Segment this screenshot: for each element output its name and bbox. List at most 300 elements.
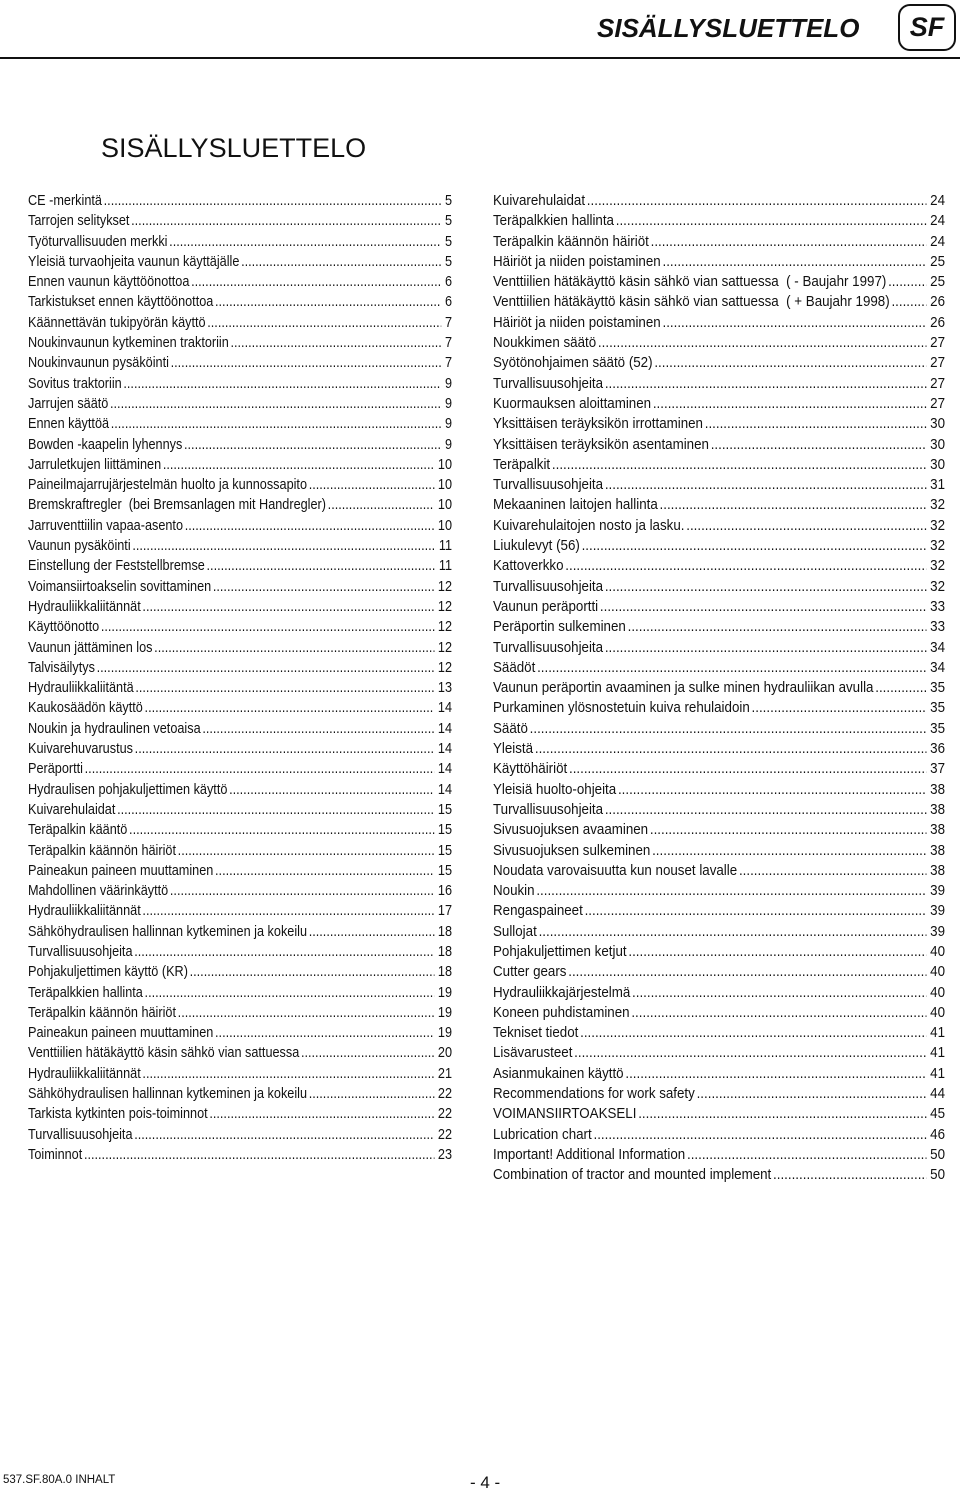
dot-leader <box>658 495 927 515</box>
toc-entry-page: 23 <box>437 1145 452 1163</box>
toc-entry-page: 32 <box>930 496 945 514</box>
toc-entry-page: 17 <box>437 902 452 920</box>
toc-entry <box>493 861 945 881</box>
toc-entry <box>28 820 452 840</box>
header-divider <box>0 57 960 59</box>
toc-entry-title: Sivusuojuksen avaaminen <box>493 821 649 839</box>
toc-entry-title: Noukkimen säätö <box>493 334 597 352</box>
toc-entry-title: Recommendations for work safety <box>493 1085 695 1103</box>
toc-entry-page: 22 <box>437 1085 452 1103</box>
toc-entry-title: Purkaminen ylösnostetuin kuiva rehulaidoin <box>493 699 750 717</box>
toc-left-column <box>28 191 452 1191</box>
toc-entry-page: 27 <box>930 334 945 352</box>
toc-entry <box>28 800 452 820</box>
dot-leader <box>83 759 435 779</box>
toc-entry-title: Sivusuojuksen sulkeminen <box>493 841 651 859</box>
toc-entry <box>493 638 945 658</box>
dot-leader <box>211 577 434 597</box>
toc-entry-page: 19 <box>437 983 452 1001</box>
footer-document-code: 537.SF.80A.0 INHALT <box>3 1474 116 1486</box>
toc-entry <box>28 861 452 881</box>
toc-entry <box>493 353 945 373</box>
toc-entry-page: 40 <box>930 942 945 960</box>
toc-entry-title: Teräpalkit <box>493 455 551 473</box>
toc-entry <box>28 881 452 901</box>
dot-leader <box>133 1125 435 1145</box>
dot-leader <box>572 1043 926 1063</box>
toc-entry-title: Yksittäisen teräyksikön irrottaminen <box>493 415 703 433</box>
dot-leader <box>141 597 435 617</box>
dot-leader <box>182 435 441 455</box>
toc-entry <box>493 455 945 475</box>
toc-entry <box>493 800 945 820</box>
dot-leader <box>873 678 926 698</box>
toc-entry-page: 33 <box>930 597 945 615</box>
toc-entry <box>493 191 945 211</box>
toc-entry <box>28 556 452 576</box>
toc-entry-title: Cutter gears <box>493 963 567 981</box>
dot-leader <box>648 820 927 840</box>
toc-entry-page: 38 <box>930 841 945 859</box>
dot-leader <box>627 942 927 962</box>
dot-leader <box>127 820 434 840</box>
toc-entry-page: 20 <box>437 1044 452 1062</box>
toc-entry-title: Paineakun paineen muuttaminen <box>28 861 214 879</box>
toc-entry <box>493 678 945 698</box>
dot-leader <box>603 800 927 820</box>
toc-entry-title: Vaunun jättäminen los <box>28 638 153 656</box>
dot-leader <box>206 313 442 333</box>
toc-entry-page: 32 <box>930 557 945 575</box>
toc-entry <box>28 333 452 353</box>
toc-entry-page: 13 <box>437 679 452 697</box>
toc-entry-page: 31 <box>930 476 945 494</box>
toc-entry-page: 12 <box>437 597 452 615</box>
toc-entry <box>28 394 452 414</box>
dot-leader <box>567 759 926 779</box>
toc-entry-page: 11 <box>438 557 452 575</box>
toc-entry-title: Paineilmajarrujärjestelmän huolto ja kunnossapito <box>28 476 308 494</box>
toc-entry-title: Yleisiä huolto-ohjeita <box>493 780 617 798</box>
toc-entry-title: Bowden -kaapelin lyhennys <box>28 435 183 453</box>
toc-entry-page: 25 <box>930 273 945 291</box>
toc-entry-title: Vaunun pysäköinti <box>28 537 131 555</box>
dot-leader <box>133 942 435 962</box>
toc-entry-page: 18 <box>437 963 452 981</box>
dot-leader <box>886 272 926 292</box>
dot-leader <box>616 780 926 800</box>
toc-entry <box>493 617 945 637</box>
toc-entry-page: 34 <box>930 638 945 656</box>
toc-entry-title: Teräpalkkien hallinta <box>28 983 143 1001</box>
dot-leader <box>614 211 927 231</box>
toc-entry-title: VOIMANSIIRTOAKSELI <box>493 1105 637 1123</box>
dot-leader <box>307 922 435 942</box>
toc-entry-page: 11 <box>438 537 452 555</box>
dot-leader <box>624 1064 927 1084</box>
toc-entry-title: Mekaaninen laitojen hallinta <box>493 496 658 514</box>
toc-entry <box>493 435 945 455</box>
toc-entry-page: 30 <box>930 415 945 433</box>
toc-entry-page: 26 <box>930 293 945 311</box>
dot-leader <box>661 313 927 333</box>
toc-entry <box>493 1145 945 1165</box>
toc-entry-page: 5 <box>444 232 452 250</box>
toc-entry-title: Vaunun peräportin avaaminen ja sulke minen hydrauliikan avulla <box>493 679 874 697</box>
language-code: SF <box>909 12 945 42</box>
toc-entry <box>28 841 452 861</box>
toc-entry-title: Venttiilien hätäkäyttö käsin sähkö vian sattuessa ( + Baujahr 1998) <box>493 293 890 311</box>
toc-entry <box>28 759 452 779</box>
toc-entry <box>493 313 945 333</box>
toc-entry-page: 50 <box>930 1145 945 1163</box>
dot-leader <box>636 1104 926 1124</box>
toc-entry-title: Noukinvaunun kytkeminen traktoriin <box>28 334 229 352</box>
toc-entry-page: 35 <box>930 719 945 737</box>
toc-entry-page: 35 <box>930 679 945 697</box>
toc-entry-title: Peräportin sulkeminen <box>493 618 626 636</box>
dot-leader <box>598 597 926 617</box>
toc-entry-title: Bremskraftregler (bei Bremsanlagen mit Handregler) <box>28 496 326 514</box>
toc-entry-page: 38 <box>930 800 945 818</box>
toc-entry-page: 15 <box>437 821 452 839</box>
dot-leader <box>239 252 441 272</box>
dot-leader <box>603 374 927 394</box>
dot-leader <box>685 1145 926 1165</box>
toc-entry-page: 41 <box>930 1064 945 1082</box>
toc-entry-page: 5 <box>444 252 452 270</box>
toc-entry <box>28 577 452 597</box>
dot-leader <box>213 292 441 312</box>
toc-entry <box>28 191 452 211</box>
toc-entry-page: 5 <box>444 192 452 209</box>
toc-entry <box>493 698 945 718</box>
dot-leader <box>129 211 441 231</box>
toc-entry-page: 32 <box>930 516 945 534</box>
dot-leader <box>661 252 927 272</box>
toc-entry <box>493 394 945 414</box>
page-title: SISÄLLYSLUETTELO <box>101 133 367 163</box>
toc-entry <box>28 1023 452 1043</box>
toc-entry <box>28 353 452 373</box>
toc-entry-title: Noudata varovaisuutta kun nouset lavalle <box>493 861 738 879</box>
toc-entry-page: 18 <box>437 922 452 940</box>
dot-leader <box>183 516 435 536</box>
toc-entry <box>493 232 945 252</box>
dot-leader <box>578 1023 926 1043</box>
dot-leader <box>108 394 441 414</box>
toc-entry-title: Venttiilien hätäkäyttö käsin sähkö vian sattuessa ( - Baujahr 1997) <box>493 273 887 291</box>
toc-entry-title: Jarruventtiilin vapaa-asento <box>28 516 184 534</box>
toc-entry <box>493 475 945 495</box>
toc-entry <box>28 516 452 536</box>
toc-entry-page: 40 <box>930 1003 945 1021</box>
toc-entry <box>493 414 945 434</box>
dot-leader <box>564 556 927 576</box>
toc-entry-page: 24 <box>930 212 945 230</box>
toc-entry <box>493 922 945 942</box>
toc-entry-title: Koneen puhdistaminen <box>493 1003 630 1021</box>
toc-entry-title: Turvallisuusohjeita <box>493 577 604 595</box>
toc-entry <box>28 1043 452 1063</box>
toc-entry-page: 37 <box>930 760 945 778</box>
toc-entry-title: Vaunun peräportti <box>493 597 599 615</box>
toc-entry-page: 7 <box>444 354 452 372</box>
toc-entry <box>28 780 452 800</box>
toc-entry <box>493 658 945 678</box>
toc-entry-title: Liukulevyt (56) <box>493 537 580 555</box>
dot-leader <box>583 901 927 921</box>
toc-entry-title: Kattoverkko <box>493 557 564 575</box>
dot-leader <box>566 962 926 982</box>
toc-entry <box>28 313 452 333</box>
toc-entry <box>28 1125 452 1145</box>
dot-leader <box>205 556 436 576</box>
toc-entry-title: Noukin ja hydraulinen vetoaisa <box>28 719 201 737</box>
dot-leader <box>592 1125 927 1145</box>
dot-leader <box>131 536 436 556</box>
toc-entry <box>493 962 945 982</box>
toc-entry-page: 38 <box>930 780 945 798</box>
toc-entry-title: Tarkista kytkinten pois-toiminnot <box>28 1105 208 1123</box>
toc-entry-title: Einstellung der Feststellbremse <box>28 557 205 575</box>
toc-right-column <box>493 191 945 1191</box>
dot-leader <box>227 780 434 800</box>
dot-leader <box>695 1084 927 1104</box>
toc-entry-title: Tarkistukset ennen käyttöönottoa <box>28 293 214 311</box>
toc-entry-page: 14 <box>437 740 452 758</box>
toc-entry <box>28 272 452 292</box>
toc-entry-page: 34 <box>930 658 945 676</box>
toc-entry <box>493 292 945 312</box>
toc-entry <box>28 435 452 455</box>
toc-entry-page: 18 <box>437 942 452 960</box>
toc-entry-title: Hydraulisen pohjakuljettimen käyttö <box>28 780 228 798</box>
toc-entry <box>493 1043 945 1063</box>
toc-entry-page: 14 <box>437 719 452 737</box>
toc-entry-page: 15 <box>437 800 452 818</box>
toc-entry-title: Teräpalkin käännön häiriöt <box>28 1003 176 1021</box>
dot-leader <box>550 455 926 475</box>
toc-entry-page: 19 <box>437 1024 452 1042</box>
toc-entry-page: 35 <box>930 699 945 717</box>
dot-leader <box>651 394 927 414</box>
toc-entry-title: Paineakun paineen muuttaminen <box>28 1024 214 1042</box>
toc-entry <box>28 211 452 231</box>
toc-entry <box>493 211 945 231</box>
toc-entry-title: Important! Additional Information <box>493 1145 686 1163</box>
toc-entry <box>493 577 945 597</box>
toc-entry-page: 30 <box>930 435 945 453</box>
toc-entry <box>28 739 452 759</box>
dot-leader <box>143 698 435 718</box>
toc-entry <box>28 698 452 718</box>
toc-entry-page: 38 <box>930 861 945 879</box>
toc-entry-page: 14 <box>437 699 452 717</box>
toc-entry-page: 50 <box>930 1166 945 1184</box>
toc-entry-title: Teräpalkin kääntö <box>28 821 128 839</box>
toc-entry-page: 7 <box>444 313 452 331</box>
dot-leader <box>580 536 927 556</box>
toc-entry-title: Turvallisuusohjeita <box>28 1125 133 1143</box>
toc-entry-title: Asianmukainen käyttö <box>493 1064 624 1082</box>
dot-leader <box>709 435 927 455</box>
toc-entry-title: Lubrication chart <box>493 1125 592 1143</box>
toc-entry <box>28 1145 452 1165</box>
toc-entry <box>493 333 945 353</box>
toc-entry-page: 9 <box>444 415 452 433</box>
toc-list-left <box>28 191 452 1165</box>
toc-entry <box>28 374 452 394</box>
toc-entry-title: Combination of tractor and mounted implement <box>493 1166 772 1184</box>
dot-leader <box>307 475 435 495</box>
toc-entry-title: Mahdollinen väärinkäyttö <box>28 882 169 900</box>
toc-entry-title: Kuivarehulaitojen nosto ja lasku. <box>493 516 685 534</box>
toc-entry-page: 12 <box>437 658 452 676</box>
toc-entry-title: Käännettävän tukipyörän käyttö <box>28 313 206 331</box>
toc-entry-title: Tekniset tiedot <box>493 1024 579 1042</box>
dot-leader <box>213 1023 434 1043</box>
toc-entry <box>493 556 945 576</box>
toc-entry <box>28 942 452 962</box>
toc-entry-page: 46 <box>930 1125 945 1143</box>
dot-leader <box>603 638 927 658</box>
toc-entry <box>28 1084 452 1104</box>
toc-entry <box>28 292 452 312</box>
toc-entry-page: 12 <box>437 618 452 636</box>
toc-entry-page: 19 <box>437 1003 452 1021</box>
toc-entry-title: Peräportti <box>28 760 83 778</box>
toc-entry-title: Häiriöt ja niiden poistaminen <box>493 313 661 331</box>
toc-entry-title: Häiriöt ja niiden poistaminen <box>493 252 661 270</box>
toc-entry-title: Kuormauksen aloittaminen <box>493 394 652 412</box>
toc-entry-page: 6 <box>444 293 452 311</box>
toc-entry <box>28 962 452 982</box>
toc-entry <box>493 1064 945 1084</box>
toc-entry <box>493 1023 945 1043</box>
header-title: SISÄLLYSLUETTELO <box>597 13 860 43</box>
toc-entry-title: Noukin <box>493 882 535 900</box>
dot-leader <box>208 1104 435 1124</box>
dot-leader <box>201 719 435 739</box>
toc-entry-page: 14 <box>437 760 452 778</box>
toc-entry-title: Sähköhydraulisen hallinnan kytkeminen ja kokeilu <box>28 1085 308 1103</box>
dot-leader <box>307 1084 435 1104</box>
toc-entry <box>28 922 452 942</box>
page-number: - 4 - <box>470 1473 501 1492</box>
toc-entry-title: Hydrauliikkaliitännät <box>28 1064 141 1082</box>
toc-entry-page: 32 <box>930 577 945 595</box>
dot-leader <box>750 698 927 718</box>
dot-leader <box>176 841 435 861</box>
toc-entry <box>28 495 452 515</box>
toc-list-right <box>493 191 945 1186</box>
dot-leader <box>737 861 926 881</box>
toc-entry-title: Kuivarehulaidat <box>28 800 116 818</box>
toc-entry-page: 9 <box>444 394 452 412</box>
toc-entry-title: Teräpalkin käännön häiriöt <box>28 841 176 859</box>
toc-entry-page: 15 <box>437 841 452 859</box>
dot-leader <box>122 374 442 394</box>
toc-entry-page: 30 <box>930 455 945 473</box>
toc-entry-page: 10 <box>437 455 452 473</box>
toc-entry <box>493 841 945 861</box>
dot-leader <box>168 881 434 901</box>
dot-leader <box>703 414 927 434</box>
toc-entry-page: 10 <box>437 496 452 514</box>
toc-entry-title: Yleisiä turvaohjeita vaunun käyttäjälle <box>28 252 240 270</box>
dot-leader <box>109 414 442 434</box>
toc-entry <box>28 638 452 658</box>
dot-leader <box>161 455 434 475</box>
toc-entry <box>493 719 945 739</box>
dot-leader <box>82 1145 434 1165</box>
dot-leader <box>585 191 927 211</box>
toc-entry-title: Hydrauliikkajärjestelmä <box>493 983 631 1001</box>
dot-leader <box>684 516 926 536</box>
toc-entry-page: 22 <box>437 1105 452 1123</box>
toc-entry <box>493 516 945 536</box>
toc-entry-page: 44 <box>930 1085 945 1103</box>
toc-entry-page: 21 <box>437 1064 452 1082</box>
dot-leader <box>229 333 442 353</box>
toc-entry-title: Säätö <box>493 719 528 737</box>
dot-leader <box>189 272 441 292</box>
toc-entry-page: 40 <box>930 963 945 981</box>
toc-entry-page: 24 <box>930 192 945 209</box>
toc-entry-page: 22 <box>437 1125 452 1143</box>
dot-leader <box>133 739 435 759</box>
toc-entry-page: 24 <box>930 232 945 250</box>
toc-entry-title: Hydrauliikkaliitännät <box>28 597 141 615</box>
dot-leader <box>141 1064 435 1084</box>
toc-entry-title: Hydrauliikkaliitäntä <box>28 679 134 697</box>
dot-leader <box>143 983 435 1003</box>
toc-entry-title: Ennen käyttöä <box>28 415 110 433</box>
toc-entry-title: Syötönohjaimen säätö (52) <box>493 354 653 372</box>
toc-entry-page: 38 <box>930 821 945 839</box>
toc-entry-page: 15 <box>437 861 452 879</box>
toc-entry <box>28 678 452 698</box>
toc-entry <box>493 881 945 901</box>
toc-entry <box>493 272 945 292</box>
toc-entry <box>28 617 452 637</box>
toc-entry-page: 33 <box>930 618 945 636</box>
toc-entry <box>28 232 452 252</box>
toc-entry-page: 6 <box>444 273 452 291</box>
toc-entry-page: 41 <box>930 1044 945 1062</box>
toc-entry <box>493 1003 945 1023</box>
dot-leader <box>535 658 926 678</box>
toc-entry <box>28 1003 452 1023</box>
toc-entry-title: Noukinvaunun pysäköinti <box>28 354 169 372</box>
toc-entry-title: Pohjakuljettimen ketjut <box>493 942 627 960</box>
dot-leader <box>649 232 927 252</box>
dot-leader <box>188 962 435 982</box>
toc-entry-page: 7 <box>444 334 452 352</box>
toc-entry-title: Kuivarehuvarustus <box>28 740 133 758</box>
dot-leader <box>626 617 927 637</box>
toc-entry-title: Sähköhydraulisen hallinnan kytkeminen ja kokeilu <box>28 922 308 940</box>
toc-entry-page: 5 <box>444 212 452 230</box>
toc-entry-title: Venttiilien hätäkäyttö käsin sähkö vian sattuessa <box>28 1044 300 1062</box>
toc-entry-title: Sullojat <box>493 922 537 940</box>
toc-entry-page: 32 <box>930 537 945 555</box>
language-code-badge <box>898 4 956 51</box>
dot-leader <box>95 658 435 678</box>
toc-entry-page: 10 <box>437 476 452 494</box>
toc-entry-title: Teräpalkkien hallinta <box>493 212 614 230</box>
